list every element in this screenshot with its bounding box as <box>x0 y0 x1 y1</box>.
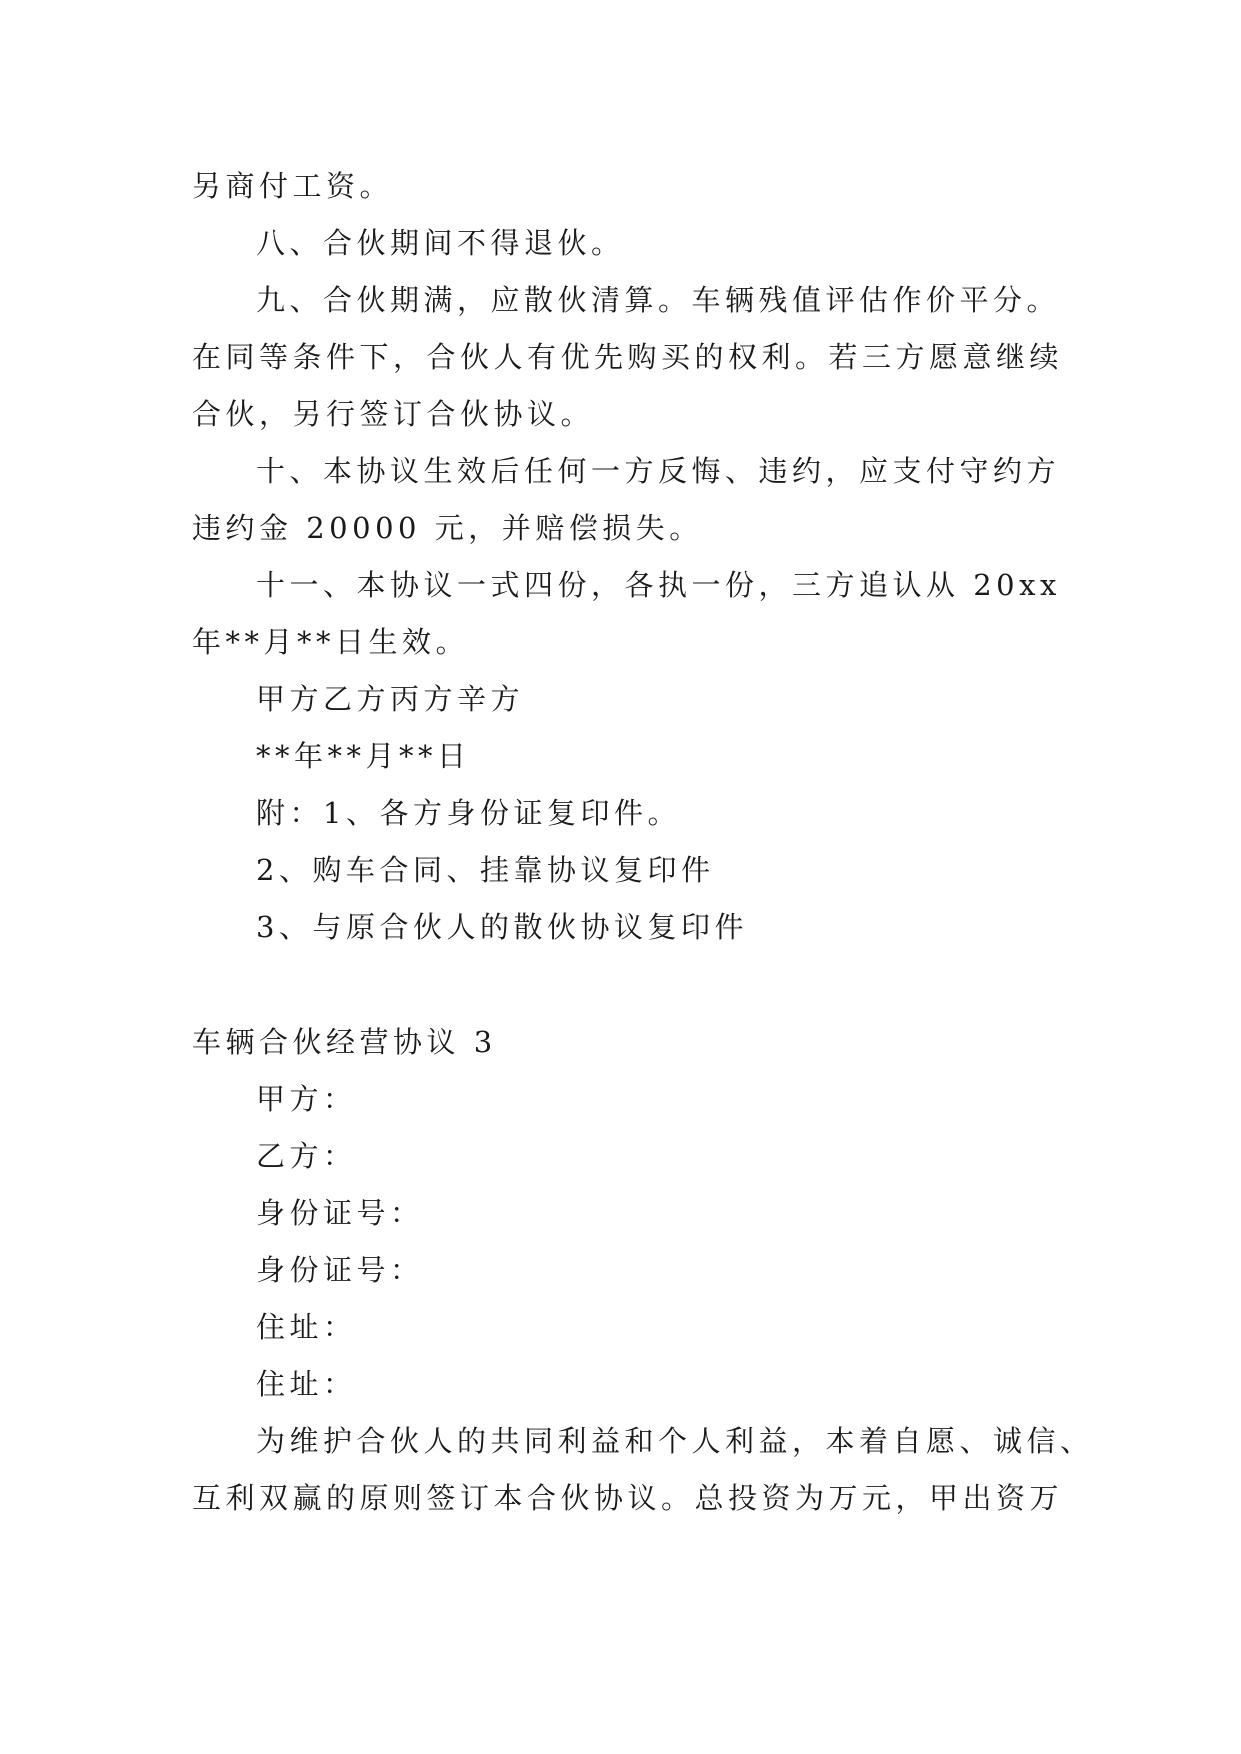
clause-8: 八、合伙期间不得退伙。 <box>256 226 625 260</box>
section-title: 车辆合伙经营协议 3 <box>192 1025 497 1059</box>
text-line: 违约金 20000 元，并赔偿损失。 <box>192 511 703 545</box>
id-number-field: 身份证号： <box>256 1196 424 1230</box>
attachment-1: 附：1、各方身份证复印件。 <box>256 796 681 830</box>
party-a-field: 甲方： <box>256 1082 357 1116</box>
attachment-2: 2、购车合同、挂靠协议复印件 <box>256 853 715 887</box>
party-b-field: 乙方： <box>256 1139 357 1173</box>
signature-date: **年**月**日 <box>256 739 471 773</box>
address-field: 住址： <box>256 1310 357 1344</box>
clause-11: 十一、本协议一式四份，各执一份，三方追认从 20xx <box>256 568 1061 602</box>
attachment-3: 3、与原合伙人的散伙协议复印件 <box>256 910 748 944</box>
address-field: 住址： <box>256 1367 357 1401</box>
clause-9: 九、合伙期满，应散伙清算。车辆残值评估作价平分。 <box>256 283 1061 317</box>
text-line: 另商付工资。 <box>192 169 394 203</box>
id-number-field: 身份证号： <box>256 1253 424 1287</box>
text-line: 合伙，另行签订合伙协议。 <box>192 397 595 431</box>
text-line: 在同等条件下，合伙人有优先购买的权利。若三方愿意继续 <box>192 340 1064 374</box>
text-line: 互利双赢的原则签订本合伙协议。总投资为万元，甲出资万 <box>192 1481 1064 1515</box>
clause-10: 十、本协议生效后任何一方反悔、违约，应支付守约方 <box>256 454 1061 488</box>
text-line: 年**月**日生效。 <box>192 625 470 659</box>
preamble-paragraph: 为维护合伙人的共同利益和个人利益，本着自愿、诚信、 <box>256 1424 1094 1458</box>
signature-parties: 甲方乙方丙方辛方 <box>256 682 525 716</box>
